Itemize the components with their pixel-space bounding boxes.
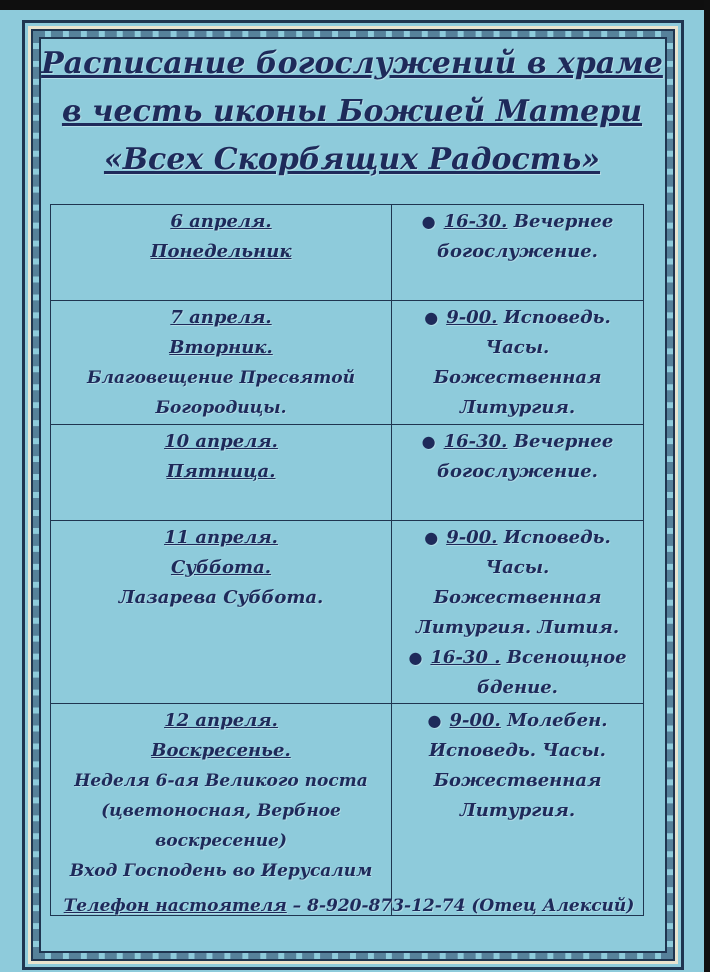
table-row [51,521,644,704]
row-note: Богородицы. [155,398,287,418]
row-weekday: Вторник. [169,337,273,358]
poster-title [0,40,704,184]
top-edge [0,0,710,10]
service-text: Исповедь. Часы. [485,307,611,358]
row-weekday: Понедельник [150,241,292,262]
phone-label: Телефон настоятеля [63,896,287,916]
table-row [51,301,644,425]
service-text: бдение. [477,677,558,698]
day-cell [51,425,392,521]
title-line-3: «Всех Скорбящих Радость» [103,142,601,177]
table-row [51,205,644,301]
service-time: 9-00. [446,527,498,548]
service-text: Исповедь. Часы. [485,527,611,578]
service-text: богослужение. [437,241,598,262]
bullet-icon: ● [427,711,442,730]
phone-number[interactable]: 8-920-873-12-74 [307,896,466,916]
service-text: Исповедь. Часы. [429,740,606,761]
row-weekday: Пятница. [166,461,276,482]
bullet-icon: ● [424,528,439,547]
services-cell [392,425,644,521]
bullet-icon: ● [421,432,436,451]
title-line-1: Расписание богослужений в храме [41,46,663,81]
bullet-icon: ● [421,212,436,231]
service-item [398,643,637,673]
service-item [398,523,637,583]
row-note: Вход Господень во Иерусалим [69,861,373,881]
bullet-icon: ● [424,308,439,327]
row-date: 12 апреля. [164,710,278,731]
service-text: Молебен. [507,710,608,731]
bullet-icon: ● [408,648,423,667]
row-note: Благовещение Пресвятой [87,368,355,388]
service-text: Божественная [433,367,602,388]
service-text: богослужение. [437,461,598,482]
row-note: (цветоносная, Вербное [101,801,341,821]
row-note: воскресение) [155,831,287,851]
day-cell [51,521,392,704]
service-time: 16-30 . [430,647,501,668]
service-text: Литургия. [459,397,576,418]
row-date: 7 апреля. [170,307,272,328]
services-cell [392,301,644,425]
schedule-poster [0,10,704,972]
service-text: Литургия. Лития. [415,617,620,638]
service-text: Божественная [433,587,602,608]
service-time: 16-30. [443,431,508,452]
day-cell [51,704,392,916]
row-weekday: Суббота. [170,557,272,578]
service-item [398,207,637,237]
right-edge [704,0,710,972]
service-item [398,706,637,736]
table-row [51,425,644,521]
phone-line [54,896,644,916]
day-cell [51,301,392,425]
row-date: 6 апреля. [170,211,272,232]
row-note: Лазарева Суббота. [118,587,324,608]
service-item [398,303,637,363]
service-time: 16-30. [443,211,508,232]
service-text: Вечернее [513,431,614,452]
phone-contact: (Отец Алексий) [465,896,635,916]
phone-dash: – [286,896,308,916]
table-row [51,704,644,916]
row-date: 10 апреля. [164,431,278,452]
service-time: 9-00. [446,307,498,328]
row-note: Неделя 6-ая Великого поста [74,771,368,791]
service-text: Вечернее [513,211,614,232]
schedule-table [50,204,644,916]
service-text: Литургия. [459,800,576,821]
service-time: 9-00. [449,710,501,731]
services-cell [392,521,644,704]
day-cell [51,205,392,301]
title-line-2: в честь иконы Божией Матери [61,94,643,129]
services-cell [392,205,644,301]
row-weekday: Воскресенье. [151,740,291,761]
service-text: Всенощное [506,647,627,668]
service-item [398,427,637,457]
row-date: 11 апреля. [164,527,278,548]
services-cell [392,704,644,916]
service-text: Божественная [433,770,602,791]
